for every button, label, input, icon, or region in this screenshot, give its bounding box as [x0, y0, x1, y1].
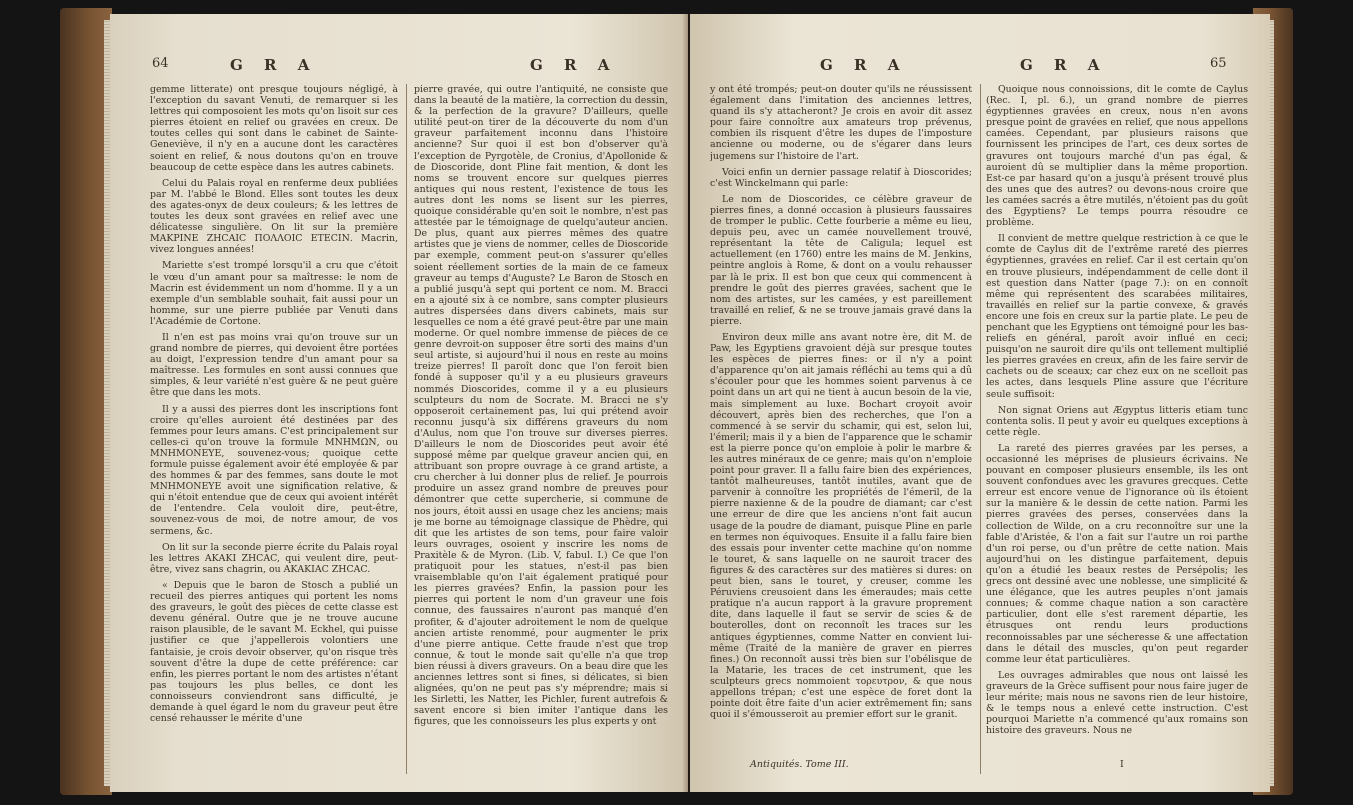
- paragraph: Mariette s'est trompé lorsqu'il a cru que c'étoit le vœu d'un amant pour sa maîtresse: le nom de Macrin est évidemment un nom d'homme. Il y a un exemple d'un semblable souhait, fait aussi pour un homme, sur une pierre publiée par Venuti dans l'Académie de Cortone.: [150, 260, 398, 327]
- right-running-header: [690, 56, 1270, 76]
- paragraph: Les ouvrages admirables que nous ont laissé les graveurs de la Grèce suffisent pour nous faire juger de leur mérite; mais nous ne savons rien de leur histoire, & le temps nous a enlevé cette instruction. C'est pourquoi Mariette n'a commencé qu'aux romains son histoire des graveurs. Nous ne: [986, 669, 1248, 737]
- paragraph: Il y a aussi des pierres dont les inscriptions font croire qu'elles auroient été destinées par des femmes pour leurs amans. C'est principalement sur celles-ci qu'on trouve la formule ΜΝΗΜΩΝ, ou ΜΝΗΜΟΝΕΥΕ, souvenez-vous; quoique cette formule puisse également avoir été employée & par des hommes & par des femmes, sans doute le mot ΜΝΗΜΟΝΕΥΕ avoit une signification relative, & qui n'étoit entendue que de ceux qui avoient intérêt de l'entendre. Cela vouloit dire, peut-être, souvenez-vous de moi, de notre amour, de vos sermens, &c.: [150, 403, 398, 537]
- paragraph: La rareté des pierres gravées par les perses, a occasionné les méprises de plusieurs écrivains. Ne pouvant en composer plusieurs ensemble, ils les ont souvent confondues avec les gravures grecques. Cette erreur est encore venue de l'ignorance où ils étoient sur la manière & le dessin de cette nation. Parmi les pierres gravées des perses, conservées dans la collection de Wilde, on a cru reconnoître sur une la fable d'Aristée, & l'on a fait sur l'autre un roi parthe d'un roi perse, ou d'un prêtre de cette nation. Mais aujourd'hui on les distingue parfaitement, depuis qu'on a étudié les beaux restes de Persépolis; les grecs ont dessiné avec une noblesse, une simplicité & une élégance, que les autres peuples n'ont jamais connues; & comme chaque nation a son caractère particulier, dont elle s'est rarement départie, les étrusques ont rendu leurs productions reconnoissables par une sécheresse & une affectation dans le détail des muscles, qu'on peut regarder comme leur état particulières.: [986, 442, 1248, 665]
- paragraph: Il convient de mettre quelque restriction à ce que le comte de Caylus dit de l'extrême rareté des pierres égyptiennes, gravées en relief. Car il est certain qu'on en trouve plusieurs, indépendamment de celle dont il est question dans Natter (page 7.): on en connoît même qui représentent des scarabées militaires, travaillés en relief sur la partie convexe, & gravés encore une fois en creux sur la partie plate. Le peu de penchant que les Egyptiens ont témoigné pour les bas-reliefs en général, paroît avoir influé en ceci; puisqu'on ne sauroit dire qu'ils ont tellement multiplié les pierres gravées en creux, afin de les faire servir de cachets ou de sceaux; car chez eux on ne scelloit pas les actes, dans lesquels Pline assure que l'écriture seule suffisoit:: [986, 233, 1248, 400]
- left-page-number: 64: [152, 56, 169, 71]
- column-rule: [406, 84, 407, 774]
- right-column-heading-1: G R A: [820, 56, 908, 74]
- right-column-heading-2: G R A: [1020, 56, 1108, 74]
- left-page-column-1: [150, 84, 398, 774]
- right-page: [690, 14, 1270, 792]
- paragraph: Il n'en est pas moins vrai qu'on trouve sur un grand nombre de pierres, qui devoient être portées au doigt, l'expression tendre d'un amant pour sa maîtresse. Les formules en sont aussi connues que simples, & leur variété n'est guère & ne peut guère être que dans les mots.: [150, 331, 398, 399]
- paragraph: On lit sur la seconde pierre écrite du Palais royal les lettres ΑΚΑΚΙ ΖΗCΑC, qui veulent dire, peut-être, vivez sans chagrin, ou ΑΚΑΚΙΑC ΖΗCΑC.: [150, 541, 398, 575]
- right-page-column-1: [710, 84, 972, 754]
- left-page: [110, 14, 688, 792]
- paragraph: pierre gravée, qui outre l'antiquité, ne consiste que dans la beauté de la matière, la correction du dessin, & la perfection de la gravure? D'ailleurs, quelle utilité peut-on tirer de la découverte du nom d'un graveur parfaitement inconnu dans l'histoire ancienne? Sur quoi il est bon d'observer qu'à l'exception de Pyrgotèle, de Cronius, d'Apollonide & de Dioscoride, dont Pline fait mention, & dont les noms se trouvent encore sur quelques pierres antiques qui nous restent, l'existence de tous les autres dont les noms se lisent sur les pierres, quoique considérable qu'en soit le nombre, n'est pas attestée par le témoignage de quelqu'auteur ancien. De plus, quant aux pierres mêmes des quatre artistes que je viens de nommer, celles de Dioscoride par exemple, comment peut-on s'assurer qu'elles soient réellement sorties de la main de ce fameux graveur au temps d'Auguste? Le Baron de Stosch en a publié jusqu'à sept qui portent ce nom. M. Bracci en a ajouté six à ce nombre, sans compter plusieurs autres dispersées dans divers cabinets, mais sur lesquelles ce nom a été gravé peut-être par une main moderne. Or quel nombre immense de pièces de ce genre devroit-on supposer être sorti des mains d'un seul artiste, si aujourd'hui il nous en reste au moins treize pierres! Il paroît donc que l'on feroit bien fondé à supposer qu'il y a eu plusieurs graveurs nommés Dioscorides, comme il y a eu plusieurs sculpteurs du nom de Socrate. M. Bracci ne s'y opposeroit certainement pas, lui qui prétend avoir reconnu jusqu'à six différens graveurs du nom d'Aulus, nom que l'on trouve sur diverses pierres. D'ailleurs le nom de Dioscorides peut avoir été supposé même par quelque graveur ancien qui, en attribuant son propre ouvrage à ce grand artiste, a cru chercher à lui donner plus de relief. Je pourrois produire un assez grand nombre de preuves pour démontrer que cette supercherie, si commune de nos jours, étoit aussi en usage chez les anciens; mais je me borne au témoignage classique de Phèdre, qui dit que les artistes de son tems, pour faire valoir leurs ouvrages, osoient y inscrire les noms de Praxitèle & de Myron. (Lib. V, fabul. I.) Ce que l'on pratiquoit pour les statues, n'est-il pas bien vraisemblable qu'on l'ait également pratiqué pour les pierres gravées? Enfin, la passion pour les pierres qui portent le nom d'un graveur une fois connue, des faussaires n'auront pas manqué d'en profiter, & d'ajouter adroitement le nom de quelque ancien artiste renommé, pour augmenter le prix d'une pierre antique. Cette fraude n'est que trop connue, & tout le monde sait qu'elle n'a que trop bien réussi à divers graveurs. On a beau dire que les anciennes lettres sont si fines, si délicates, si bien alignées, qu'on ne peut pas s'y méprendre; mais si les Sirletti, les Natter, les Pichler, furent autrefois & savent encore si bien imiter l'antique dans les figures, que les connoisseurs les plus experts y ont: [414, 84, 668, 728]
- paragraph: gemme litterate) ont presque toujours négligé, à l'exception du savant Venuti, de remarquer si les lettres qui composoient les mots qu'on lisoit sur ces pierres étoient en relief ou gravées en creux. De toutes celles qui sont dans le cabinet de Sainte-Geneviève, il n'y en a aucune dont les caractères soient en relief, & nous doutons qu'on en trouve beaucoup de cette espèce dans les autres cabinets.: [150, 84, 398, 173]
- paragraph: Celui du Palais royal en renferme deux publiées par M. l'abbé le Blond. Elles sont toutes les deux des agates-onyx de deux couleurs; & les lettres de toutes les deux sont gravées en relief avec une délicatesse singulière. On lit sur la première ΜΑΚΡΙΝΕ ΖΗCΑΙC ΠΟΛΛΟΙC ΕΤΕCΙΝ. Macrin, vivez longues années!: [150, 177, 398, 256]
- paragraph: y ont été trompés; peut-on douter qu'ils ne réussissent également dans l'imitation des anciennes lettres, quand ils s'y attacheront? Je crois en avoir dit assez pour faire connoître aux amateurs trop prévenus, combien ils risquent d'être les dupes de l'imposture ancienne ou moderne, ou de s'égarer dans leurs jugemens sur l'histoire de l'art.: [710, 84, 972, 162]
- column-rule: [980, 84, 981, 774]
- paragraph: Voici enfin un dernier passage relatif à Dioscorides; c'est Winckelmann qui parle:: [710, 166, 972, 189]
- footer-volume-title: Antiquités. Tome III.: [750, 759, 849, 770]
- right-page-column-2: [986, 84, 1248, 774]
- left-running-header: [110, 56, 688, 76]
- paragraph: Environ deux mille ans avant notre ère, dit M. de Paw, les Egyptiens gravoient déjà sur presque toutes les espèces de pierres fines: or il n'y a point d'apparence qu'on ait jamais réfléchi au tems qui a dû s'écouler pour que les hommes soient parvenus à ce point dans un art qui ne tient à aucun besoin de la vie, mais simplement au luxe. Bochart croyoit avoir découvert, après bien des recherches, que l'on a commencé à se servir du schamir, qui est, selon lui, l'émeril; mais il y a bien de l'apparence que le schamir est la pierre ponce qu'on emploie à polir le marbre & les autres minéraux de ce genre; mais qu'on n'emploie point pour graver. Il a fallu faire bien des expériences, tantôt malheureuses, tantôt inutiles, avant que de parvenir à connoître les propriétés de l'émeril, de la pierre naxienne & de la poudre de diamant; car c'est une erreur de dire que les anciens n'ont fait aucun usage de la poudre de diamant, puisque Pline en parle en termes non équivoques. Ensuite il a fallu faire bien des essais pour inventer cette machine qu'on nomme le touret, & sans laquelle on ne sauroit tracer des figures & des caractères sur des matières si dures: on peut bien, sans le touret, y creuser, comme les Péruviens creusoient dans les émeraudes; mais cette pratique n'a aucun rapport à la gravure proprement dite, dans laquelle il faut se servir de scies & de bouterolles, dont on reconnoît les traces sur les antiques égyptiennes, comme Natter en convient lui-même (Traité de la manière de graver en pierres fines.) On reconnoît aussi très bien sur l'obélisque de la Matarie, les traces de cet instrument, que les sculpteurs grecs nommoient τορευτρον, & que nous appellons trépan; c'est une espèce de foret dont la pointe doit être faite d'un acier extrêmement fin; sans quoi il s'émousseroit au premier effort sur le granit.: [710, 331, 972, 721]
- paragraph: « Depuis que le baron de Stosch a publié un recueil des pierres antiques qui portent les noms des graveurs, le goût des pièces de cette classe est devenu général. Outre que je ne trouve aucune raison plausible, de le savant M. Eckhel, qui puisse justifier ce que j'appellerois volontiers une fantaisie, je crois devoir observer, qu'on risque très souvent d'être la dupe de cette préférence: car enfin, les pierres portant le nom des artistes n'étant pas toujours les plus belles, ce dont les connoisseurs conviendront sans difficulté, je demande à quel égard le nom du graveur peut être censé rehausser le mérite d'une: [150, 579, 398, 725]
- left-column-heading-2: G R A: [530, 56, 618, 74]
- left-page-column-2: [414, 84, 668, 774]
- paragraph: Le nom de Dioscorides, ce célèbre graveur de pierres fines, a donné occasion à plusieurs faussaires de tromper le public. Cette fourberie a même eu lieu, depuis peu, avec un camée nouvellement trouvé, représentant la tête de Caligula; lequel est actuellement (en 1760) entre les mains de M. Jenkins, peintre anglois à Rome, & dont on a voulu rehausser par là le prix. Il est bon que ceux qui commencent à prendre le goût des pierres gravées, sachent que le nom des artistes, sur les camées, y est pareillement travaillé en relief, & ne se trouve jamais gravé dans la pierre.: [710, 193, 972, 327]
- left-column-heading-1: G R A: [230, 56, 318, 74]
- paragraph: Non signat Oriens aut Ægyptus litteris etiam tunc contenta solis. Il peut y avoir eu quelques exceptions à cette règle.: [986, 404, 1248, 438]
- right-page-number: 65: [1210, 56, 1227, 71]
- paragraph: Quoique nous connoissions, dit le comte de Caylus (Rec. I, pl. 6.), un grand nombre de pierres égyptiennes gravées en creux, nous n'en avons presque point de gravées en relief, que nous appellons camées. Cependant, par plusieurs raisons que fournissent les principes de l'art, ces deux sortes de gravures ont toujours marché d'un pas égal, & auroient dû se multiplier dans la même proportion. Est-ce par hasard qu'on a jusqu'à présent trouvé plus des unes que des autres? ou devons-nous croire que les camées sacrés a être mutilés, n'étoient pas du goût des Egyptiens? Le temps pourra résoudre ce problème.: [986, 84, 1248, 229]
- signature-mark: I: [1120, 759, 1124, 770]
